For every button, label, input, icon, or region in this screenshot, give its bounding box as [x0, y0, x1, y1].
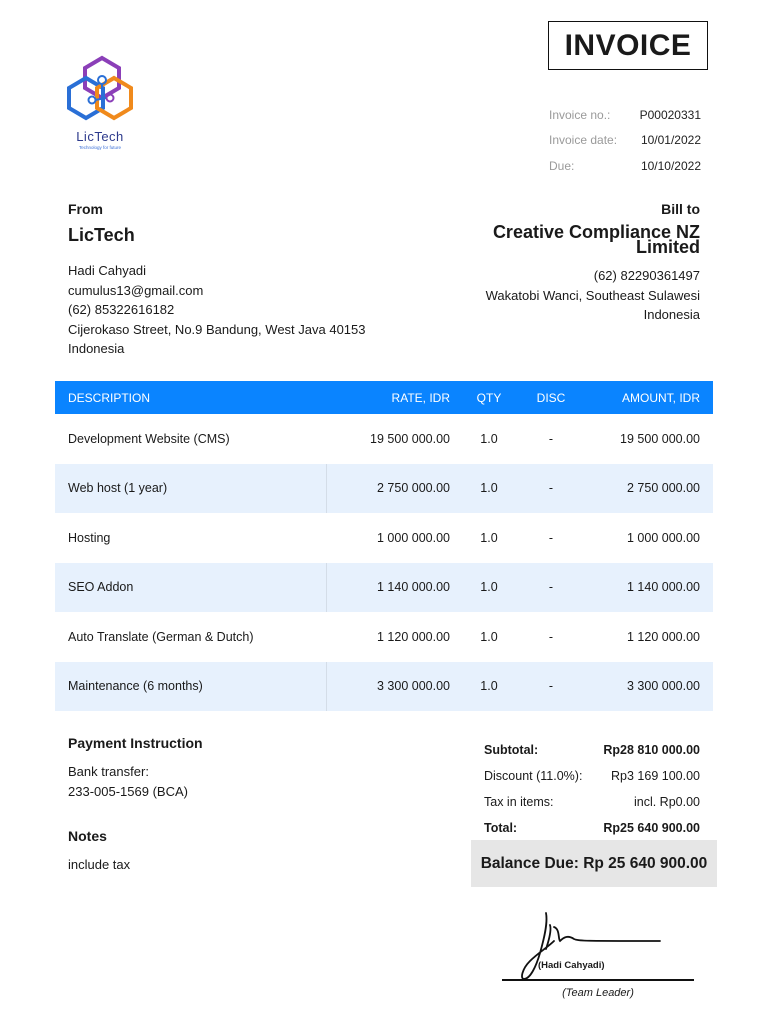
meta-label: Due: — [549, 158, 575, 173]
meta-row-date — [549, 128, 701, 154]
bill-to-company — [420, 222, 700, 257]
items-table — [55, 381, 713, 711]
row-amount: 1 140 000.00 — [627, 580, 700, 595]
notes-text: include tax — [68, 857, 131, 872]
from-street: Cijerokaso Street, No.9 Bandung, West Java 40153 — [68, 321, 366, 337]
col-qty: QTY — [476, 390, 502, 405]
table-row — [55, 513, 713, 563]
row-description: Maintenance (6 months) — [55, 662, 327, 712]
table-row — [55, 414, 713, 464]
row-rate: 2 750 000.00 — [377, 481, 450, 496]
tax-row — [484, 789, 700, 815]
payment-heading: Payment Instruction — [68, 735, 203, 751]
row-description: Development Website (CMS) — [68, 431, 230, 446]
row-qty: 1.0 — [480, 530, 498, 545]
payment-section — [68, 735, 368, 801]
invoice-number: P00020331 — [639, 107, 701, 122]
subtotal-row — [484, 737, 700, 763]
row-disc: - — [548, 481, 554, 496]
subtotal-label: Subtotal: — [484, 743, 539, 757]
col-disc: DISC — [536, 390, 566, 405]
row-qty: 1.0 — [480, 580, 498, 595]
signer-name: (Hadi Cahyadi) — [538, 960, 605, 971]
table-row — [55, 563, 713, 613]
totals-section — [484, 737, 700, 841]
discount-label: Discount (11.0%): — [484, 769, 583, 783]
table-header — [55, 381, 713, 414]
from-phone: (62) 85322616182 — [68, 302, 175, 317]
meta-row-number — [549, 102, 701, 128]
meta-row-due — [549, 153, 701, 179]
meta-label: Invoice date: — [549, 133, 618, 148]
tax-label: Tax in items: — [484, 795, 554, 809]
table-row — [55, 662, 713, 712]
invoice-meta — [549, 102, 701, 179]
signature-block — [500, 905, 696, 1005]
table-row — [55, 612, 713, 662]
row-qty: 1.0 — [480, 481, 498, 496]
balance-due: Balance Due: Rp 25 640 900.00 — [471, 840, 717, 887]
col-description: DESCRIPTION — [68, 390, 151, 405]
table-row — [55, 464, 713, 514]
signature-line — [502, 979, 694, 981]
discount-row — [484, 763, 700, 789]
bill-to-country: Indonesia — [643, 307, 700, 322]
row-description: Web host (1 year) — [55, 464, 327, 514]
bank-account: 233-005-1569 (BCA) — [68, 783, 188, 799]
from-heading: From — [68, 201, 103, 217]
payment-method: Bank transfer: — [68, 764, 149, 779]
subtotal-value: Rp28 810 000.00 — [603, 743, 700, 757]
invoice-date: 10/01/2022 — [640, 133, 701, 148]
row-qty: 1.0 — [480, 431, 498, 446]
company-logo — [62, 52, 138, 156]
total-label: Total: — [484, 821, 518, 835]
row-rate: 19 500 000.00 — [370, 431, 450, 446]
handwritten-signature-icon — [518, 909, 688, 983]
row-amount: 1 000 000.00 — [627, 530, 700, 545]
tax-value: incl. Rp0.00 — [633, 795, 700, 809]
row-disc: - — [548, 580, 554, 595]
from-company: LicTech — [68, 225, 135, 245]
bill-to-heading: Bill to — [661, 201, 700, 217]
bill-to-street: Wakatobi Wanci, Southeast Sulawesi — [485, 287, 700, 303]
row-amount: 19 500 000.00 — [620, 431, 700, 446]
row-description: Auto Translate (German & Dutch) — [68, 629, 254, 644]
row-amount: 1 120 000.00 — [627, 629, 700, 644]
from-contact-name: Hadi Cahyadi — [68, 263, 147, 278]
row-qty: 1.0 — [480, 629, 498, 644]
bill-to-section — [420, 201, 700, 325]
payment-details — [68, 762, 368, 801]
total-row — [484, 815, 700, 841]
notes-section — [68, 828, 368, 872]
from-section — [68, 201, 408, 359]
bill-to-company-line1: Creative Compliance NZ — [492, 222, 700, 242]
row-rate: 1 140 000.00 — [377, 580, 450, 595]
bill-to-phone: (62) 82290361497 — [593, 268, 700, 283]
bill-to-address — [420, 266, 700, 325]
row-rate: 1 120 000.00 — [377, 629, 450, 644]
logo-tagline: Technology for future — [78, 145, 122, 150]
signer-role: (Team Leader) — [562, 987, 634, 999]
logo-name: LicTech — [76, 129, 124, 144]
meta-label: Invoice no.: — [549, 107, 611, 122]
discount-value: Rp3 169 100.00 — [611, 769, 700, 783]
col-amount: AMOUNT, IDR — [622, 390, 700, 405]
row-description: SEO Addon — [55, 563, 327, 613]
invoice-title: INVOICE — [548, 21, 708, 70]
row-rate: 3 300 000.00 — [377, 679, 450, 694]
row-qty: 1.0 — [480, 679, 498, 694]
row-description: Hosting — [68, 530, 111, 545]
hexagon-logo-icon — [62, 52, 138, 128]
from-address — [68, 261, 408, 359]
row-disc: - — [548, 431, 554, 446]
due-date: 10/10/2022 — [640, 158, 701, 173]
row-amount: 2 750 000.00 — [627, 481, 700, 496]
row-disc: - — [548, 629, 554, 644]
row-disc: - — [548, 530, 554, 545]
col-rate: RATE, IDR — [391, 390, 450, 405]
from-country: Indonesia — [68, 341, 125, 356]
notes-heading: Notes — [68, 828, 107, 844]
row-rate: 1 000 000.00 — [377, 530, 450, 545]
bill-to-company-line2: Limited — [635, 237, 700, 257]
total-value: Rp25 640 900.00 — [603, 821, 700, 835]
row-disc: - — [548, 679, 554, 694]
from-email: cumulus13@gmail.com — [68, 282, 204, 298]
row-amount: 3 300 000.00 — [627, 679, 700, 694]
